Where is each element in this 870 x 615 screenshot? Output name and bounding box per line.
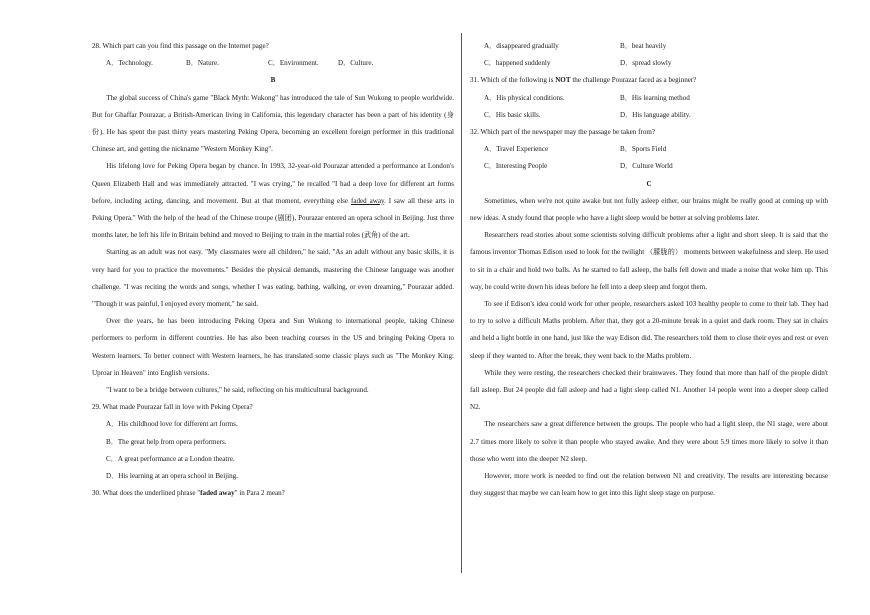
section-b-heading: B: [270, 76, 276, 85]
paragraph-2-text-b: . I saw all these arts in Peking Opera." With the help of the head of the Chinese troupe (剧团), Pourazar entered an opera school in Beijing. Just three months later, he left his life in Britain behind and moved to Beijing to train in the martial roles (武角) of the art.: [92, 196, 455, 240]
question-29-option-d: D．His learning at an opera school in Beijing.: [106, 472, 238, 481]
option-c: C．Interesting People: [484, 162, 548, 171]
option-b: B．Sports Field: [620, 145, 667, 154]
question-30-options-row-1: [470, 38, 828, 55]
passage-c-paragraph-1: Sometimes, when we're not quite awake but not fully asleep either, our brains might be really good at coming up with new ideas. A study found that people who have a light sleep would be better at solving problems later.: [470, 196, 828, 223]
left-column: [92, 38, 454, 502]
question-31-stem: [470, 72, 828, 89]
option-b: B．Nature.: [186, 59, 219, 68]
right-column: [470, 38, 828, 502]
passage-c-paragraph-5: The researchers saw a great difference between the groups. The people who had a light sleep, the N1 stage, were about 2.7 times more likely to solve it than people who stayed awake. And they were about 5.9 times more likely to solve it than those who went into the deeper N2 sleep.: [470, 420, 828, 463]
option-b: B．beat heavily: [620, 42, 667, 50]
question-31-bold-word: NOT: [555, 76, 571, 85]
question-32-options-row-1: [470, 141, 828, 158]
question-32-options-row-2: [470, 158, 828, 175]
option-a: A．Travel Experience: [484, 145, 549, 154]
question-30-stem-post: " in Para 2 mean?: [234, 489, 285, 498]
column-divider: [461, 33, 462, 573]
question-31-options-row-1: [470, 90, 828, 107]
passage-c-paragraph-4: While they were resting, the researchers checked their brainwaves. They found that more than half of the people didn't fall asleep. But 24 people did fall asleep and had a light sleep called N1. Another 14 people went into a deeper sleep called N2.: [470, 368, 828, 412]
option-d: D．Culture.: [338, 59, 374, 68]
option-a: A．His physical conditions.: [484, 93, 565, 102]
question-31-stem-post: the challenge Pourazar faced as a beginner?: [570, 76, 697, 85]
question-32-stem: 32. Which part of the newspaper may the passage be taken from?: [470, 128, 656, 137]
question-28-options: [92, 55, 454, 72]
passage-b-paragraph-3: Starting as an adult was not easy. "My classmates were all children," he said. "As an adult without any basic skills, it is very hard for you to practice the movements." Besides the physical demands, mastering the Chinese language was another challenge. "I was reciting the words and songs, whether I was eating, bathing, walking, or even dreaming," Pourazar added. "Though it was painful, I enjoyed every moment," he said.: [92, 248, 454, 309]
passage-c-paragraph-2: Researchers read stories about some scientists solving difficult problems after a light and short sleep. It is said that the famous inventor Thomas Edison used to look for the twilight （朦胧的） moments between wakefulness and sleep. He used to sit in a chair and hold two balls. As he started to fall asleep, the balls fell down and made a noise that woke him up. This way, he could write down his ideas before he fell into a deep sleep and forgot them.: [470, 231, 828, 291]
passage-c-paragraph-3: To see if Edison's idea could work for other people, researchers asked 103 healthy people to come to their lab. They had to try to solve a difficult Maths problem. After that, they got a 20-minute break in a quiet and dark room. They sat in chairs and held a light bottle in one hand, just like the way Edison did. The researchers told them to close their eyes and rest or even sleep if they wanted to. After the break, they went back to the Maths problem.: [470, 300, 828, 360]
section-c-heading: C: [646, 179, 652, 188]
question-29-stem: 29. What made Pourazar fall in love with Peking Opera?: [92, 403, 253, 412]
option-c: C．His basic skills.: [484, 110, 541, 119]
passage-c-paragraph-6: However, more work is needed to find out the relation between N1 and creativity. The results are interesting because they suggest that maybe we can learn how to get into this light sleep stage on purpose.: [470, 472, 828, 498]
question-29-option-c: C．A great performance at a London theatre.: [106, 454, 235, 463]
passage-b-paragraph-1: The global success of China's game "Black Myth: Wukong" has introduced the tale of Sun Wukong to people worldwide. But for Ghaffar Pourazar, a British-American living in California, this legendary character has been a part of his identity (身份). He has spent the past thirty years mastering Peking Opera, becoming an excellent foreign performer in this traditional Chinese art, and getting the nickname "Western Monkey King".: [92, 93, 454, 154]
question-30-stem: [92, 485, 454, 502]
option-a: A．disappeared gradually: [484, 42, 559, 50]
option-a: A．Technology.: [106, 59, 153, 68]
option-b: B．His learning method: [620, 93, 690, 102]
question-30-stem-pre: 30. What does the underlined phrase ": [92, 489, 201, 498]
question-30-bold-phrase: faded away: [200, 489, 235, 498]
option-d: D．His language ability.: [620, 110, 691, 119]
option-d: D．Culture World: [620, 162, 673, 171]
passage-b-paragraph-4: Over the years, he has been introducing Peking Opera and Sun Wukong to international people, taking Chinese performers to perform in different countries. He has also been teaching courses in the US and bringing Peking Opera to Western learners. To better connect with Western learners, he has translated some classic plays such as "The Monkey King: Uproar in Heaven" into English versions.: [92, 317, 454, 377]
underlined-phrase: faded away: [350, 196, 385, 205]
paragraph-2-text-a: His lifelong love for Peking Opera began by chance. In 1993, 32-year-old Pourazar attended a performance at London's Queen Elizabeth Hall and was immediately attracted. "I was crying," he recalled "I had a deep love for different art forms before, including acting, dancing, and movement. But at that moment, everything else: [92, 162, 454, 205]
option-d: D．spread slowly: [620, 59, 672, 68]
option-c: C．Environment.: [268, 59, 319, 68]
question-29-option-a: A．His childhood love for different art forms.: [106, 420, 238, 429]
question-31-options-row-2: [470, 107, 828, 124]
question-31-stem-pre: 31. Which of the following is: [470, 76, 556, 85]
option-c: C．happened suddenly: [484, 59, 551, 68]
question-29-option-b: B．The great help from opera performers.: [106, 437, 227, 446]
passage-b-paragraph-2: [92, 158, 454, 244]
passage-b-paragraph-5: "I want to be a bridge between cultures," he said, reflecting on his multicultural background.: [106, 386, 369, 395]
question-30-options-row-2: [470, 55, 828, 72]
question-28-stem: 28. Which part can you find this passage on the Internet page?: [92, 42, 269, 50]
